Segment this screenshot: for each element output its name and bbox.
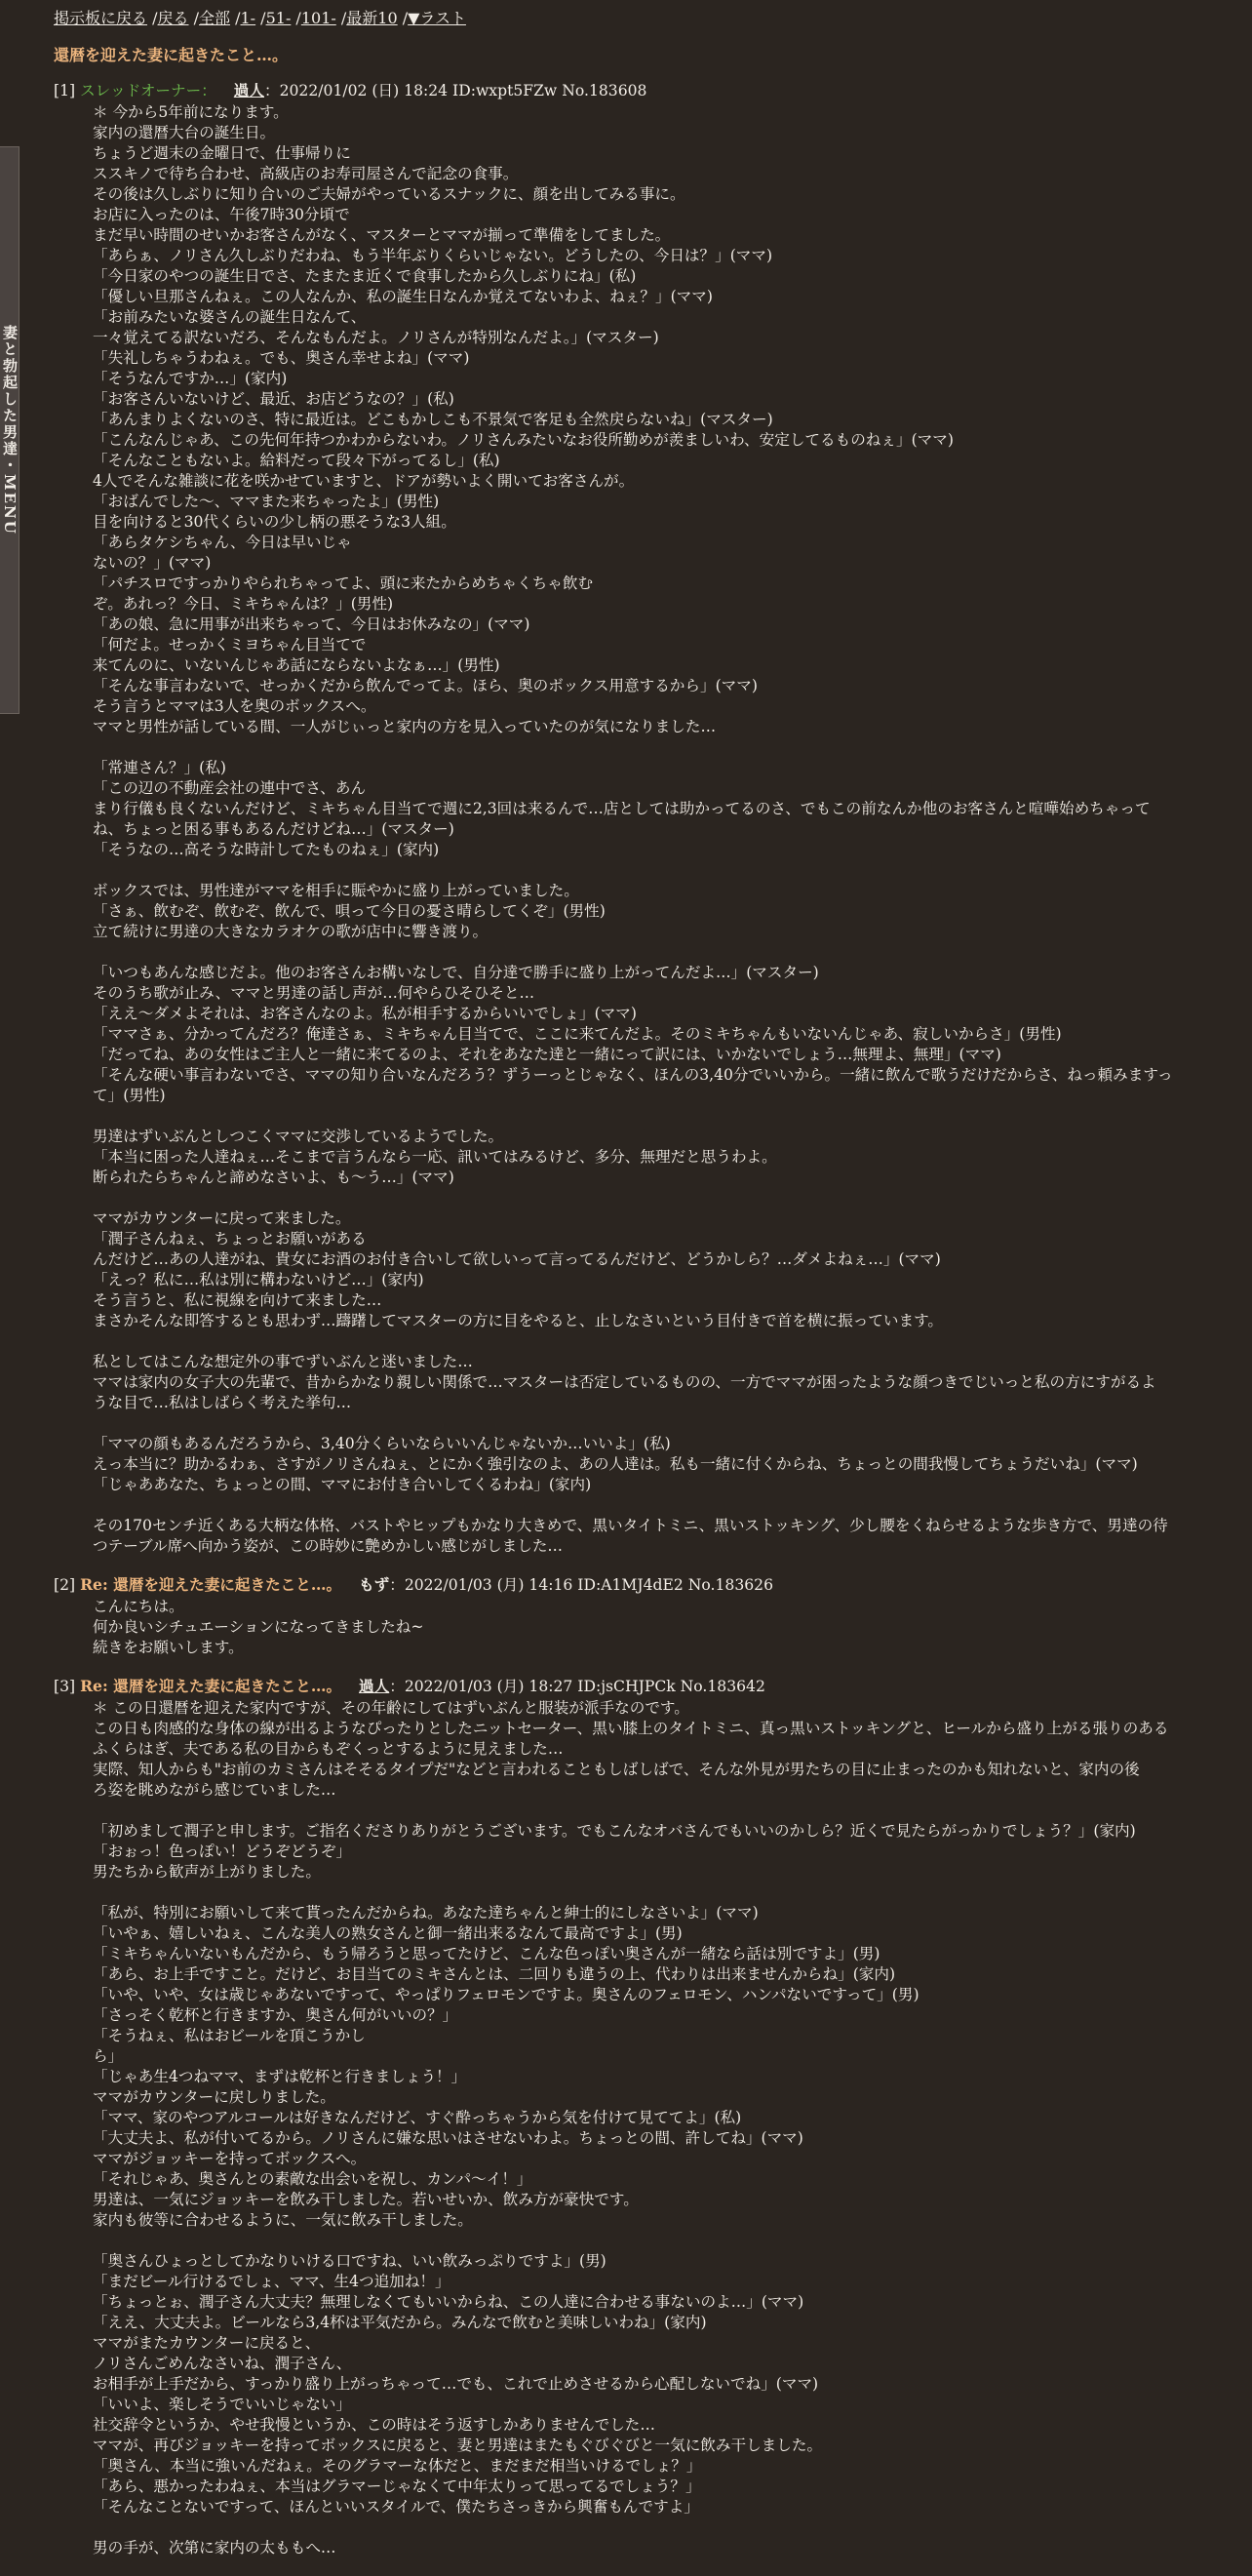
post-line: ないの？」(ママ) <box>93 554 212 572</box>
post-line: ＊ この日還暦を迎えた家内ですが、その年齢にしてはずいぶんと服装が派手なのです。 <box>93 1699 689 1717</box>
post-line: 「じゃあ生4つねママ、まずは乾杯と行きましょう！」 <box>93 2068 467 2085</box>
post-line: 「そんなことないですって、ほんといいスタイルで、僕たちさっきから興奮もんですよ」 <box>93 2498 699 2516</box>
nav-link-2[interactable]: 全部 <box>199 9 231 27</box>
post-number: [1] <box>54 82 76 99</box>
post-author[interactable]: 過人 <box>233 81 264 99</box>
post-line: 「あらタケシちゃん、今日は早いじゃ <box>93 534 352 551</box>
post-line: ママがカウンターに戻しりました。 <box>93 2088 335 2106</box>
post-line: 「あの娘、急に用事が出来ちゃって、今日はお休みなの」(ママ) <box>93 615 530 633</box>
post-line: まだ早い時間のせいかお客さんがなく、マスターとママが揃って準備をしてました。 <box>93 226 671 244</box>
nav-separator: / <box>335 9 347 27</box>
post-line: 立て続けに男達の大きなカラオケの歌が店中に響き渡り。 <box>93 923 489 940</box>
post-author[interactable]: 過人 <box>359 1677 390 1695</box>
post-line: お店に入ったのは、午後7時30分頃で <box>93 206 350 223</box>
post-line: 「ええ～ダメよそれは、お客さんなのよ。私が相手するからいいでしょ」(ママ) <box>93 1005 637 1022</box>
post-line <box>93 1882 1224 1903</box>
post-line: その170センチ近くある大柄な体格、バストやヒップもかなり大きめで、黒いタイトミニ、黒いストッキング、少し腰をくねらせるような歩き方で、男達の待 <box>93 1517 1168 1534</box>
reply-title: Re: 還暦を迎えた妻に起きたこと…。 <box>80 1575 342 1594</box>
nav-separator: / <box>188 9 199 27</box>
post-line: ボックスでは、男性達がママを相手に賑やかに盛り上がっていました。 <box>93 882 579 899</box>
post-line: 「私が、特別にお願いして来て貰ったんだからね。あなた達ちゃんと紳士的にしなさいよ」(ママ) <box>93 1904 759 1922</box>
post-line: 何か良いシチュエーションになってきましたね~ <box>93 1618 424 1636</box>
post-line: まり行儀も良くないんだけど、ミキちゃん目当てで週に2,3回は来るんで…店としては助かってるのさ、でもこの前なんか他のお客さんと喧嘩始めちゃって <box>93 800 1151 817</box>
post-line: 「そうなの…高そうな時計してたものねぇ」(家内) <box>93 841 440 858</box>
post-line: 来てんのに、いないんじゃあ話にならないよなぁ…」(男性) <box>93 656 500 674</box>
post-line: そう言うとママは3人を奥のボックスへ。 <box>93 697 376 715</box>
nav-link-1[interactable]: 戻る <box>157 9 189 27</box>
nav-link-5[interactable]: 101- <box>300 9 336 27</box>
post-line: ママは家内の女子大の先輩で、昔からかなり親しい関係で…マスターは否定しているものの、一方でママが困ったような顔つきでじいっと私の方にすがるよ <box>93 1373 1156 1391</box>
post-line <box>93 1106 1224 1127</box>
post <box>54 1574 1224 1658</box>
post-line: そう言うと、私に視線を向けて来ました… <box>93 1291 382 1309</box>
post <box>54 80 1224 1557</box>
nav-separator: / <box>147 9 158 27</box>
post-line: 実際、知人からも"お前のカミさんはそそるタイプだ"などと言われることもしばしばで、そんな外見が男たちの目に止まったのかも知れないと、家内の後 <box>93 1761 1140 1778</box>
post-line: ね、ちょっと困る事もあるんだけどね…」(マスター) <box>93 820 454 838</box>
post-line: 「ちょっとぉ、潤子さん大丈夫？無理しなくてもいいからね、この人達に合わせる事ないのよ…」(ママ) <box>93 2293 804 2311</box>
nav-separator: / <box>397 9 409 27</box>
post-line <box>93 2231 1224 2251</box>
post-line <box>93 737 1224 758</box>
post-line: 「あら、悪かったわねぇ、本当はグラマーじゃなくて中年太りって思ってるでしょう？」 <box>93 2477 701 2495</box>
post-line <box>93 1331 1224 1352</box>
post-line: この日も肉感的な身体の線が出るようなぴったりとしたニットセーター、黒い膝上のタイトミニ、真っ黒いストッキングと、ヒールから盛り上がる張りのある <box>93 1720 1169 1737</box>
post-line: 「ミキちゃんいないもんだから、もう帰ろうと思ってたけど、こんな色っぽい奥さんが一緒なら話は別ですよ」(男) <box>93 1945 880 1962</box>
post-body <box>93 1597 1224 1658</box>
post-line: 「そんなこともないよ。給料だって段々下がってるし」(私) <box>93 452 500 469</box>
post-line: 「この辺の不動産会社の連中でさ、あん <box>93 779 367 797</box>
nav-link-0[interactable]: 掲示板に戻る <box>54 9 148 27</box>
thread-owner-label: スレッドオーナー： <box>80 82 216 99</box>
post-line: 男達はずいぶんとしつこくママに交渉しているようでした。 <box>93 1128 504 1145</box>
post-line: 「大丈夫よ、私が付いてるから。ノリさんに嫌な思いはさせないわよ。ちょっとの間、許してね」(ママ) <box>93 2129 803 2147</box>
post-meta: ：2022/01/03 (月) 18:27 ID:jsCHJPCk No.183642 <box>389 1678 765 1695</box>
post-line: 「あんまりよくないのさ、特に最近は。どこもかしこも不景気で客足も全然戻らないね」(マスター) <box>93 411 773 428</box>
post-body <box>93 102 1224 1557</box>
post-line: 「まだビール行けるでしょ、ママ、生4つ追加ね！」 <box>93 2273 450 2290</box>
post-line: ぞ。あれっ？今日、ミキちゃんは？」(男性) <box>93 595 394 613</box>
post-line: まさかそんな即答するとも思わず…躊躇してマスターの方に目をやると、止しなさいという目付きで首を横に振っています。 <box>93 1312 944 1329</box>
post-line: て」(男性) <box>93 1087 166 1104</box>
post-line: 「さっそく乾杯と行きますか、奥さん何がいいの？」 <box>93 2006 458 2024</box>
post-line: 「お前みたいな婆さんの誕生日なんて、 <box>93 308 367 326</box>
post-line: つテーブル席へ向かう姿が、この時妙に艶めかしい感じがしました… <box>93 1537 564 1555</box>
nav-link-7[interactable]: ▼ラスト <box>408 9 466 27</box>
post-line: 「そんな硬い事言わないでさ、ママの知り合いなんだろう？ずうーっとじゃなく、ほんの3,40分でいいから。一緒に飲んで歌うだけだからさ、ねっ頼みますっ <box>93 1066 1173 1084</box>
post-line: ろ姿を眺めながら感じていました… <box>93 1781 336 1799</box>
post-line: ママがジョッキーを持ってボックスへ。 <box>93 2150 367 2167</box>
post-line: 「だってね、あの女性はご主人と一緒に来てるのよ、それをあなた達と一緒にって訳には、いかないでしょう…無理よ、無理」(ママ) <box>93 1046 1001 1063</box>
nav-separator: / <box>230 9 241 27</box>
post-line: 「おばんでした～、ママまた来ちゃったよ」(男性) <box>93 493 440 510</box>
post-line: 「いいよ、楽しそうでいいじゃない」 <box>93 2396 352 2413</box>
post-line: ノリさんごめんなさいね、潤子さん、 <box>93 2355 352 2372</box>
post-line: そのうち歌が止み、ママと男達の話し声が…何やらひそひそと… <box>93 984 535 1002</box>
post-line: 「ママさぁ、分かってんだろ？俺達さぁ、ミキちゃん目当てで、ここに来てんだよ。そのミキちゃんもいないんじゃあ、寂しいからさ」(男性) <box>93 1025 1062 1043</box>
post-line: 「お客さんいないけど、最近、お店どうなの？」(私) <box>93 390 454 408</box>
post-line: 「優しい旦那さんねぇ。この人なんか、私の誕生日なんか覚えてないわよ、ねぇ？」(ママ) <box>93 288 713 305</box>
side-menu-label: 妻と勃起した男達・MENU <box>1 325 19 535</box>
post-line: 家内も彼等に合わせるように、一気に飲み干しました。 <box>93 2211 473 2229</box>
post-line: 「いつもあんな感じだよ。他のお客さんお構いなしで、自分達で勝手に盛り上がってんだよ…」(マスター) <box>93 964 819 981</box>
post-line: 「そんな事言わないで、せっかくだから飲んでってよ。ほら、奥のボックス用意するから」(ママ) <box>93 677 758 694</box>
post-line: 「じゃああなた、ちょっとの間、ママにお付き合いしてくるわね」(家内) <box>93 1476 592 1493</box>
post-author: もず <box>359 1575 390 1594</box>
post-number: [3] <box>54 1678 76 1695</box>
post-line: 「そうなんですか…」(家内) <box>93 370 288 387</box>
post-line: 4人でそんな雑談に花を咲かせていますと、ドアが勢いよく開いてお客さんが。 <box>93 472 635 490</box>
post-line <box>93 860 1224 881</box>
post-line <box>93 1801 1224 1821</box>
post-line: 「ええ、大丈夫よ。ビールなら3,4杯は平気だから。みんなで飲むと美味しいわね」(家内) <box>93 2314 707 2331</box>
post-line: 「初めまして潤子と申します。ご指名くださりありがとうございます。でもこんなオバさんでもいいのかしら？近くで見たらがっかりでしょう？」(家内) <box>93 1822 1136 1840</box>
post-line: ふくらはぎ、夫である私の目からもぞくっとするように見えました… <box>93 1740 564 1758</box>
post-line: ママがカウンターに戻って来ました。 <box>93 1209 351 1227</box>
post-line: 目を向けると30代くらいの少し柄の悪そうな3人組。 <box>93 513 456 531</box>
post-line: 「おぉっ！色っぽい！どうぞどうぞ」 <box>93 1843 352 1860</box>
post-line: 「えっ？私に…私は別に構わないけど…」(家内) <box>93 1271 424 1288</box>
post-line: 「いや、いや、女は歳じゃあないですって、やっぱりフェロモンですよ。奥さんのフェロモン、ハンパないですって」(男) <box>93 1986 919 2003</box>
post-line: 「いやぁ、嬉しいねぇ、こんな美人の熟女さんと御一緒出来るなんて最高ですよ」(男) <box>93 1924 683 1942</box>
post-line: 家内の還暦大台の誕生日。 <box>93 124 276 141</box>
post-line: 「失礼しちゃうわねぇ。でも、奥さん幸せよね」(ママ) <box>93 349 470 367</box>
post-line <box>93 1495 1224 1516</box>
post-line <box>93 1413 1224 1434</box>
post-line: ママと男性が話している間、一人がじぃっと家内の方を見入っていたのが気になりました… <box>93 718 717 735</box>
post-line: 「常連さん？」(私) <box>93 759 226 776</box>
post-line: 「奥さんひょっとしてかなりいける口ですね、いい飲みっぷりですよ」(男) <box>93 2252 606 2270</box>
nav-separator: / <box>291 9 301 27</box>
post-line: ら」 <box>93 2047 124 2065</box>
post-line <box>93 2517 1224 2538</box>
post-line: 「こんなんじゃあ、この先何年持つかわからないわ。ノリさんみたいなお役所勤めが羨ましいわ、安定してるものねぇ」(ママ) <box>93 431 954 449</box>
post-line: こんにちは。 <box>93 1598 184 1615</box>
post-line: えっ本当に？助かるわぁ、さすがノリさんねぇ、とにかく強引なのよ、あの人達は。私も一緒に付くからね、ちょっとの間我慢してちょうだいね」(ママ) <box>93 1455 1138 1473</box>
post <box>54 1676 1224 2558</box>
post-line: 「今日家のやつの誕生日でさ、たまたま近くで食事したから久しぶりにね」(私) <box>93 267 637 285</box>
post-line: その後は久しぶりに知り合いのご夫婦がやっているスナックに、顔を出してみる事に。 <box>93 185 685 203</box>
post-line: 「奥さん、本当に強いんだねぇ。そのグラマーな体だと、まだまだ相当いけるでしょ？」 <box>93 2457 702 2475</box>
post-line: 断られたらちゃんと諦めなさいよ、も～う…」(ママ) <box>93 1169 454 1186</box>
nav-link-3[interactable]: 1- <box>240 9 256 27</box>
post-line: 私としてはこんな想定外の事でずいぶんと迷いました… <box>93 1353 473 1370</box>
post-line: ススキノで待ち合わせ、高級店のお寿司屋さんで記念の食事。 <box>93 165 519 182</box>
post-line: 続きをお願いします。 <box>93 1639 244 1656</box>
post-line: 「さぁ、飲むぞ、飲むぞ、飲んで、唄って今日の憂さ晴らしてくぞ」(男性) <box>93 902 606 920</box>
post-line: ちょうど週末の金曜日で、仕事帰りに <box>93 144 351 162</box>
side-menu-tab[interactable] <box>0 146 20 714</box>
post-line: 男たちから歓声が上がりました。 <box>93 1863 321 1881</box>
post-line: 「あら、お上手ですこと。だけど、お目当てのミキさんとは、二回りも違うの上、代わりは出来ませんからね」(家内) <box>93 1965 896 1983</box>
post-line: 男の手が、次第に家内の太ももへ… <box>93 2539 336 2556</box>
post-line <box>93 1188 1224 1209</box>
post-line: うな目で…私はしばらく考えた挙句… <box>93 1394 352 1411</box>
post-line: 「あらぁ、ノリさん久しぶりだわね、もう半年ぶりくらいじゃない。どうしたの、今日は？」(ママ) <box>93 247 773 264</box>
post-line: 「本当に困った人達ねぇ…そこまで言うんなら一応、訊いてはみるけど、多分、無理だと思うわよ。 <box>93 1148 777 1166</box>
nav-link-6[interactable]: 最新10 <box>346 9 398 27</box>
nav-link-4[interactable]: 51- <box>265 9 292 27</box>
top-navigation <box>54 8 466 29</box>
post-line: 「それじゃあ、奥さんとの素敵な出会いを祝し、カンパ～イ！」 <box>93 2170 532 2188</box>
post-header <box>54 1676 1224 1697</box>
post-line: お相手が上手だから、すっかり盛り上がっちゃって…でも、これで止めさせるから心配しないでね」(ママ) <box>93 2375 819 2393</box>
post-body <box>93 1698 1224 2558</box>
nav-separator: / <box>255 9 266 27</box>
post-header <box>54 80 1224 101</box>
post-line: ＊ 今から5年前になります。 <box>93 103 289 121</box>
thread-title: 還暦を迎えた妻に起きたこと…。 <box>54 46 289 64</box>
post-line: 「そうねぇ、私はおビールを頂こうかし <box>93 2027 366 2044</box>
post-line: ママが、再びジョッキーを持ってボックスに戻ると、妻と男達はまたもぐびぐびと一気に飲み干しました。 <box>93 2437 823 2454</box>
post-line: ママがまたカウンターに戻ると、 <box>93 2334 321 2352</box>
post-header <box>54 1574 1224 1596</box>
post-line: 「何だよ。せっかくミヨちゃん目当てで <box>93 636 367 654</box>
post-line: 「ママの顔もあるんだろうから、3,40分くらいならいいんじゃないか…いいよ」(私) <box>93 1435 671 1452</box>
post-line: 「潤子さんねぇ、ちょっとお願いがある <box>93 1230 367 1248</box>
post-meta: ：2022/01/03 (月) 14:16 ID:A1MJ4dE2 No.183626 <box>389 1576 774 1594</box>
post-line: 男達は、一気にジョッキーを飲み干しました。若いせいか、飲み方が豪快です。 <box>93 2191 639 2208</box>
post-line: 社交辞令というか、やせ我慢というか、この時はそう返すしかありませんでした… <box>93 2416 655 2434</box>
post-list <box>54 80 1224 2576</box>
post-line: 「パチスロですっかりやられちゃってよ、頭に来たからめちゃくちゃ飲む <box>93 575 594 592</box>
post-line: 「ママ、家のやつアルコールは好きなんだけど、すぐ酔っちゃうから気を付けて見ててよ」(私) <box>93 2109 742 2126</box>
post-number: [2] <box>54 1576 76 1594</box>
post-line: 一々覚えてる訳ないだろ、そんなもんだよ。ノリさんが特別なんだよ。」(マスター) <box>93 329 659 346</box>
reply-title: Re: 還暦を迎えた妻に起きたこと…。 <box>80 1677 342 1695</box>
post-meta: ：2022/01/02 (日) 18:24 ID:wxpt5FZw No.183608 <box>264 82 647 99</box>
post-line <box>93 942 1224 963</box>
post-line: んだけど…あの人達がね、貴女にお酒のお付き合いして欲しいって言ってるんだけど、どうかしら？…ダメよねぇ…」(ママ) <box>93 1250 941 1268</box>
